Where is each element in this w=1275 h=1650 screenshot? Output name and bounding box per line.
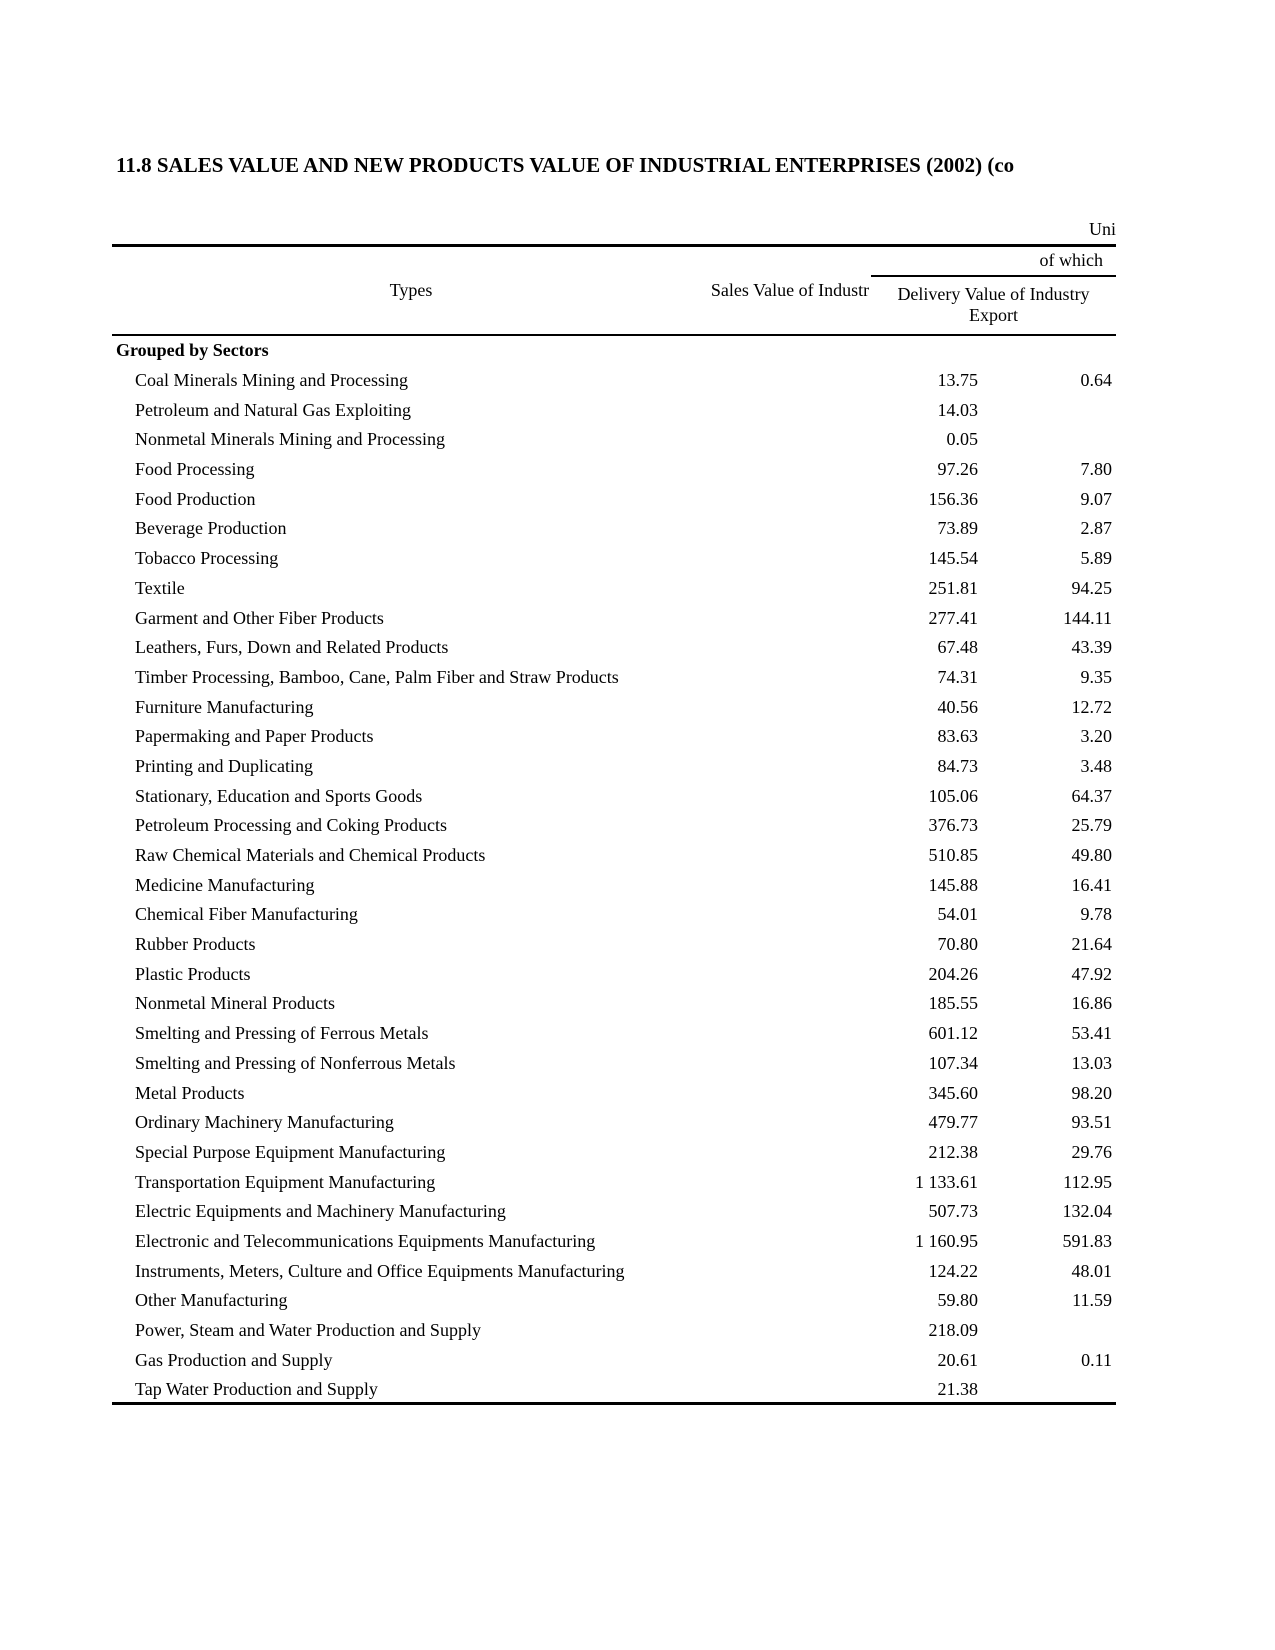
row-sales-value: 376.73 xyxy=(928,815,978,836)
table-row xyxy=(112,604,1116,634)
table-row xyxy=(112,366,1116,396)
row-delivery-value: 16.41 xyxy=(1071,874,1112,895)
row-delivery-value: 132.04 xyxy=(1062,1201,1112,1222)
table-row xyxy=(112,544,1116,574)
row-sales-value: 20.61 xyxy=(937,1349,978,1370)
row-sales-value: 479.77 xyxy=(928,1112,978,1133)
row-sales-value: 212.38 xyxy=(928,1141,978,1162)
row-type-name: Beverage Production xyxy=(135,518,287,539)
row-delivery-value: 5.89 xyxy=(1080,548,1112,569)
unit-label: Uni xyxy=(1089,219,1116,239)
row-delivery-value: 591.83 xyxy=(1062,1230,1112,1251)
row-type-name: Transportation Equipment Manufacturing xyxy=(135,1171,436,1192)
table-row xyxy=(112,1375,1116,1405)
row-type-name: Nonmetal Minerals Mining and Processing xyxy=(135,429,445,450)
row-sales-value: 97.26 xyxy=(937,459,978,480)
row-sales-value: 21.38 xyxy=(937,1379,978,1400)
row-type-name: Medicine Manufacturing xyxy=(135,874,315,895)
row-delivery-value: 21.64 xyxy=(1071,934,1112,955)
row-delivery-value: 9.07 xyxy=(1080,488,1112,509)
row-delivery-value: 9.35 xyxy=(1080,666,1112,687)
row-sales-value: 0.05 xyxy=(946,429,978,450)
row-sales-value: 70.80 xyxy=(937,934,978,955)
row-delivery-value: 11.59 xyxy=(1072,1290,1112,1311)
table-row xyxy=(112,693,1116,723)
row-type-name: Power, Steam and Water Production and Supply xyxy=(135,1320,481,1340)
column-header-sales-label: Sales Value of Industr xyxy=(710,280,870,300)
page-title: 11.8 SALES VALUE AND NEW PRODUCTS VALUE OF INDUSTRIAL ENTERPRISES (2002) (co xyxy=(116,153,1015,177)
table-row xyxy=(112,811,1116,841)
table-row xyxy=(112,455,1116,485)
row-delivery-value: 25.79 xyxy=(1071,815,1112,836)
row-delivery-value: 16.86 xyxy=(1071,993,1112,1014)
row-sales-value: 507.73 xyxy=(928,1201,978,1222)
row-type-name: Gas Production and Supply xyxy=(135,1349,333,1370)
row-sales-value: 277.41 xyxy=(928,607,978,628)
row-sales-value: 1 160.95 xyxy=(915,1230,978,1251)
row-sales-value: 54.01 xyxy=(937,904,978,925)
row-delivery-value: 0.11 xyxy=(1081,1349,1112,1370)
row-type-name: Furniture Manufacturing xyxy=(135,696,314,717)
row-sales-value: 251.81 xyxy=(928,577,978,598)
table-row xyxy=(112,1227,1116,1257)
row-sales-value: 67.48 xyxy=(937,637,978,658)
row-delivery-value: 93.51 xyxy=(1071,1112,1112,1133)
table-row xyxy=(112,782,1116,812)
row-sales-value: 124.22 xyxy=(928,1260,978,1281)
row-sales-value: 185.55 xyxy=(928,993,978,1014)
column-header-of-which: of which xyxy=(1039,250,1103,270)
row-sales-value: 1 133.61 xyxy=(915,1171,978,1192)
row-delivery-value: 9.78 xyxy=(1080,904,1112,925)
table-row xyxy=(112,1049,1116,1079)
row-delivery-value: 48.01 xyxy=(1071,1260,1112,1281)
row-delivery-value: 47.92 xyxy=(1071,963,1112,984)
row-sales-value: 145.88 xyxy=(928,874,978,895)
table-row xyxy=(112,1316,1116,1346)
row-sales-value: 59.80 xyxy=(937,1290,978,1311)
column-header-types: Types xyxy=(389,280,433,300)
row-sales-value: 40.56 xyxy=(937,696,978,717)
table-row xyxy=(112,1168,1116,1198)
table-row xyxy=(112,425,1116,455)
table-row xyxy=(112,1346,1116,1376)
column-header-delivery: Delivery Value of Industry Export xyxy=(897,284,1090,325)
table-row xyxy=(112,1079,1116,1109)
row-delivery-value: 0.64 xyxy=(1080,370,1112,390)
row-type-name: Coal Minerals Mining and Processing xyxy=(135,370,408,390)
table-row xyxy=(112,960,1116,990)
row-type-name: Plastic Products xyxy=(135,963,251,984)
row-sales-value: 105.06 xyxy=(928,785,978,806)
column-header-sales xyxy=(710,280,870,301)
table-row xyxy=(112,663,1116,693)
table-row xyxy=(112,841,1116,871)
table-row xyxy=(112,1197,1116,1227)
row-delivery-value: 98.20 xyxy=(1071,1082,1112,1103)
table-row xyxy=(112,1257,1116,1287)
row-delivery-value: 3.20 xyxy=(1080,726,1112,747)
row-type-name: Nonmetal Mineral Products xyxy=(135,993,335,1014)
row-type-name: Smelting and Pressing of Nonferrous Metals xyxy=(135,1052,456,1073)
row-sales-value: 156.36 xyxy=(928,488,978,509)
row-type-name: Electronic and Telecommunications Equipments Manufacturing xyxy=(135,1230,596,1251)
row-delivery-value: 53.41 xyxy=(1071,1023,1112,1044)
row-delivery-value: 94.25 xyxy=(1071,577,1112,598)
table-row xyxy=(112,633,1116,663)
row-delivery-value: 112.95 xyxy=(1063,1171,1112,1192)
of-which-rule xyxy=(871,275,1116,277)
row-sales-value: 74.31 xyxy=(937,666,978,687)
row-delivery-value: 64.37 xyxy=(1071,785,1112,806)
row-sales-value: 14.03 xyxy=(937,399,978,420)
row-delivery-value: 2.87 xyxy=(1080,518,1112,539)
row-type-name: Garment and Other Fiber Products xyxy=(135,607,384,628)
row-type-name: Raw Chemical Materials and Chemical Products xyxy=(135,845,486,865)
row-type-name: Food Production xyxy=(135,488,256,509)
row-type-name: Other Manufacturing xyxy=(135,1290,288,1311)
row-type-name: Timber Processing, Bamboo, Cane, Palm Fiber and Straw Products xyxy=(135,666,619,687)
table-row xyxy=(112,989,1116,1019)
row-delivery-value: 43.39 xyxy=(1071,637,1112,658)
row-sales-value: 107.34 xyxy=(928,1052,978,1073)
table-row xyxy=(112,1108,1116,1138)
row-delivery-value: 13.03 xyxy=(1071,1052,1112,1073)
row-type-name: Chemical Fiber Manufacturing xyxy=(135,904,358,925)
row-sales-value: 345.60 xyxy=(928,1082,978,1103)
table-row xyxy=(112,1019,1116,1049)
table-row xyxy=(112,1286,1116,1316)
row-sales-value: 601.12 xyxy=(928,1023,978,1044)
row-type-name: Electric Equipments and Machinery Manufacturing xyxy=(135,1201,506,1222)
table-row xyxy=(112,574,1116,604)
table-bottom-rule xyxy=(112,1402,1116,1405)
row-type-name: Leathers, Furs, Down and Related Products xyxy=(135,637,449,658)
row-type-name: Tap Water Production and Supply xyxy=(135,1379,378,1400)
row-type-name: Printing and Duplicating xyxy=(135,755,313,776)
table-header-rule xyxy=(112,334,1116,336)
row-type-name: Special Purpose Equipment Manufacturing xyxy=(135,1141,446,1162)
row-type-name: Metal Products xyxy=(135,1082,245,1103)
row-delivery-value: 49.80 xyxy=(1071,845,1112,865)
row-type-name: Papermaking and Paper Products xyxy=(135,726,374,747)
row-delivery-value: 3.48 xyxy=(1080,755,1112,776)
table-row xyxy=(112,485,1116,515)
row-type-name: Food Processing xyxy=(135,459,255,480)
table-row xyxy=(112,900,1116,930)
row-delivery-value: 144.11 xyxy=(1063,607,1112,628)
row-sales-value: 73.89 xyxy=(937,518,978,539)
table-top-rule xyxy=(112,244,1116,247)
row-type-name: Petroleum and Natural Gas Exploiting xyxy=(135,399,411,420)
row-type-name: Ordinary Machinery Manufacturing xyxy=(135,1112,394,1133)
row-type-name: Smelting and Pressing of Ferrous Metals xyxy=(135,1023,429,1044)
row-type-name: Textile xyxy=(135,577,185,598)
row-sales-value: 204.26 xyxy=(928,963,978,984)
row-type-name: Rubber Products xyxy=(135,934,256,955)
table-row xyxy=(112,752,1116,782)
row-sales-value: 218.09 xyxy=(928,1320,978,1340)
table-body xyxy=(112,366,1116,1405)
table-row xyxy=(112,396,1116,426)
row-type-name: Stationary, Education and Sports Goods xyxy=(135,785,423,806)
row-type-name: Instruments, Meters, Culture and Office Equipments Manufacturing xyxy=(135,1260,625,1281)
row-sales-value: 510.85 xyxy=(928,845,978,865)
table-row xyxy=(112,514,1116,544)
row-sales-value: 84.73 xyxy=(937,755,978,776)
row-type-name: Petroleum Processing and Coking Products xyxy=(135,815,447,836)
section-heading: Grouped by Sectors xyxy=(116,340,269,360)
row-sales-value: 145.54 xyxy=(928,548,978,569)
table-row xyxy=(112,871,1116,901)
row-sales-value: 83.63 xyxy=(937,726,978,747)
row-delivery-value: 29.76 xyxy=(1071,1141,1112,1162)
row-delivery-value: 7.80 xyxy=(1080,459,1112,480)
row-type-name: Tobacco Processing xyxy=(135,548,279,569)
row-delivery-value: 12.72 xyxy=(1071,696,1112,717)
table-row xyxy=(112,722,1116,752)
table-row xyxy=(112,930,1116,960)
row-sales-value: 13.75 xyxy=(937,370,978,390)
table-row xyxy=(112,1138,1116,1168)
